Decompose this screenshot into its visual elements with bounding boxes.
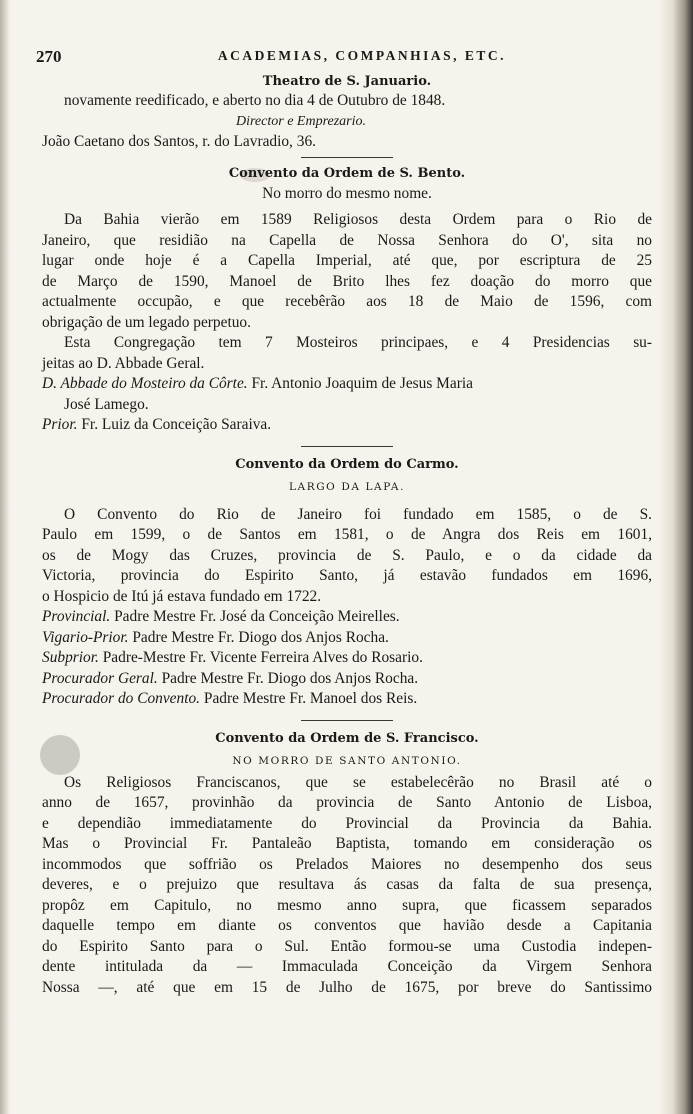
bento-para-line: Da Bahia vierão em 1589 Religiosos desta Ordem para o Rio de	[64, 211, 652, 228]
bento-abbade-line	[42, 374, 652, 395]
carmo-para-line: Paulo em 1599, o de Santos em 1581, o de Angra dos Reis em 1601,	[42, 526, 652, 543]
francisco-para-line: e dependião immediatamente do Provincial da Provincia da Bahia.	[42, 814, 652, 832]
bento-subtitle: No morro do mesmo nome.	[262, 184, 432, 202]
carmo-subtitle: LARGO DA LAPA.	[288, 480, 406, 493]
francisco-para-line: do Espirito Santo para o Sul. Então formou-se uma Custodia indepen-	[42, 937, 652, 955]
francisco-para-line: propôz em Capitulo, no mesmo anno supra, que ficassem separados	[42, 896, 652, 914]
carmo-officer	[42, 607, 652, 628]
theatro-title: Theatro de S. Januario.	[262, 74, 432, 89]
carmo-para-line: Victoria, provincia do Espirito Santo, já estavão fundados em 1696,	[42, 567, 652, 584]
carmo-title: Convento da Ordem do Carmo.	[235, 456, 459, 472]
carmo-para-line: O Convento do Rio de Janeiro foi fundado em 1585, o de S.	[64, 505, 652, 523]
carmo-officer-name: Padre Mestre Fr. Diogo dos Anjos Rocha.	[132, 628, 389, 646]
francisco-para-line: daquelle tempo em diante os conventos que havião desde a Capitania	[42, 917, 652, 934]
carmo-para-line: os de Mogy das Cruzes, provincia de S. Paulo, e o da cidade da	[42, 546, 652, 564]
theatro-line: novamente reedificado, e aberto no dia 4 de Outubro de 1848.	[64, 92, 446, 109]
page-number: 270	[36, 47, 62, 66]
bento-para2-line: jeitas ao D. Abbade Geral.	[42, 354, 205, 372]
carmo-officer-name: Padre-Mestre Fr. Vicente Ferreira Alves do Rosario.	[102, 649, 423, 666]
bento-abbade-title: D. Abbade do Mosteiro da Côrte.	[42, 375, 248, 392]
carmo-officer	[42, 669, 652, 690]
bento-para-line: obrigação de um legado perpetuo.	[42, 313, 251, 331]
francisco-para-line: Nossa —, até que em 15 de Julho de 1675, por breve do Santissimo	[42, 978, 652, 996]
bento-abbade-name: Fr. Antonio Joaquim de Jesus Maria	[251, 375, 473, 392]
carmo-officer-name: Padre Mestre Fr. Diogo dos Anjos Rocha.	[161, 669, 419, 687]
section-rule	[301, 720, 393, 721]
francisco-title: Convento da Ordem de S. Francisco.	[215, 730, 479, 746]
carmo-officer-title: Procurador do Convento.	[42, 690, 201, 707]
francisco-para-line: anno de 1657, provinhão da provincia de Santo Antonio de Lisboa,	[42, 794, 652, 811]
carmo-officer	[42, 628, 652, 649]
theatro-role: Director e Emprezario.	[236, 113, 366, 129]
theatro-director: João Caetano dos Santos, r. do Lavradio, 36.	[42, 133, 316, 150]
carmo-officer-name: Padre Mestre Fr. Manoel dos Reis.	[203, 690, 418, 707]
bento-prior-title: Prior.	[42, 416, 78, 433]
francisco-para-line: Os Religiosos Franciscanos, que se estabelecêrão no Brasil até o	[64, 773, 652, 791]
section-rule	[301, 446, 393, 447]
carmo-officer-title: Subprior.	[42, 649, 99, 666]
carmo-officer-title: Procurador Geral.	[42, 669, 158, 687]
bento-para-line: Janeiro, que residião na Capella de Nossa Senhora do O', sita no	[42, 231, 652, 249]
carmo-officer-title: Provincial.	[42, 608, 111, 625]
francisco-para-line: deveres, e o prejuizo que resultava ás casas da falta de sua presença,	[42, 876, 652, 893]
page-content	[36, 47, 652, 998]
francisco-para-line: dente intitulada da — Immaculada Conceição da Virgem Senhora	[42, 958, 652, 975]
running-head: ACADEMIAS, COMPANHIAS, ETC.	[217, 48, 507, 63]
carmo-officer-title: Vigario-Prior.	[42, 628, 129, 646]
book-binding-edge	[659, 0, 693, 1114]
bento-title: Convento da Ordem de S. Bento.	[228, 165, 466, 181]
bento-abbade-name-cont: José Lamego.	[64, 395, 149, 413]
page-header	[36, 47, 652, 73]
bento-prior-name: Fr. Luiz da Conceição Saraiva.	[81, 416, 272, 433]
bento-para-line: actualmente occupão, e que recebêrão aos 18 de Maio de 1596, com	[42, 293, 652, 310]
bento-prior-line	[42, 415, 652, 436]
section-rule	[301, 157, 393, 158]
francisco-subtitle: NO MORRO DE SANTO ANTONIO.	[232, 754, 462, 767]
page-edge-shadow	[0, 0, 10, 1114]
carmo-officer-name: Padre Mestre Fr. José da Conceição Meirelles.	[114, 608, 400, 625]
francisco-para-line: Mas o Provincial Fr. Pantaleão Baptista, tomando em consideração os	[42, 835, 652, 852]
bento-para-line: de Março de 1590, Manoel de Brito lhes fez doação do morro que	[42, 272, 652, 290]
carmo-officer	[42, 689, 652, 710]
bento-para2-line: Esta Congregação tem 7 Mosteiros principaes, e 4 Presidencias su-	[64, 334, 652, 351]
carmo-para-line: o Hospicio de Itú já estava fundado em 1722.	[42, 587, 322, 605]
bento-para-line: lugar onde hoje é a Capella Imperial, até que, por escriptura de 25	[42, 252, 652, 269]
francisco-para-line: incommodos que soffrião os Prelados Maiores no desempenho dos seus	[42, 855, 652, 873]
carmo-officer	[42, 648, 652, 669]
